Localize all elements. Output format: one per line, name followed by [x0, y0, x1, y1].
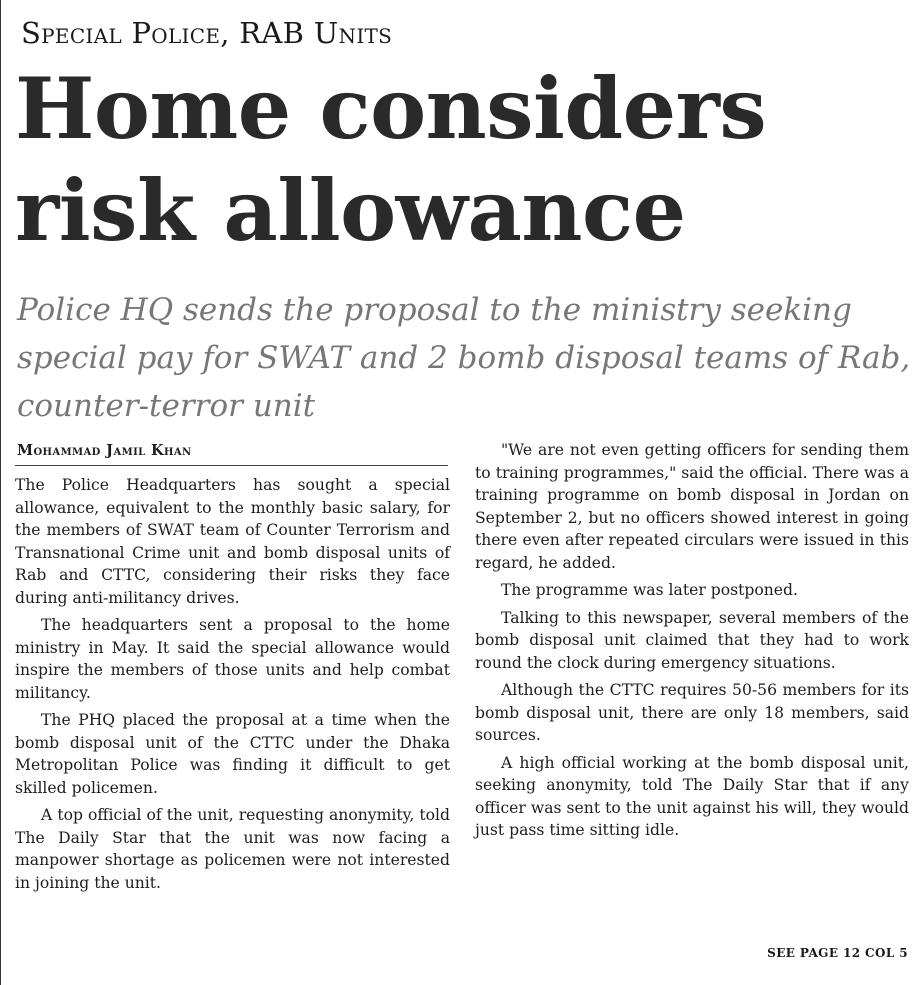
paragraph: The programme was later postponed. [501, 581, 798, 599]
paragraph: A top official of the unit, requesting anonymity, told The Daily Star that the unit was now facing a manpower shortage as policemen were not interested in joining the unit. [15, 806, 450, 892]
byline-divider [15, 465, 448, 466]
subheadline: Police HQ sends the proposal to the ministry seeking special pay for SWAT and 2 bomb disposal teams of Rab, counter-terror unit [17, 292, 911, 424]
paragraph: The PHQ placed the proposal at a time when the bomb disposal unit of the CTTC under the Dhaka Metropolitan Police was finding it difficult to get skilled policemen. [15, 711, 450, 797]
headline-line-2: risk allowance [15, 161, 686, 260]
byline: Mohammad Jamil Khan [17, 442, 192, 459]
paragraph: "We are not even getting officers for sending them to training programmes," said the official. There was a training programme on bomb disposal in Jordan on September 2, but no officers showed interest in going there even after repeated circulars were issued in this regard, he added. [475, 441, 909, 572]
continuation-jump-line: SEE PAGE 12 COL 5 [767, 946, 908, 960]
article-column-right [475, 439, 909, 847]
headline-line-1: Home considers [15, 59, 767, 158]
paragraph: The headquarters sent a proposal to the home ministry in May. It said the special allowance would inspire the members of those units and help combat militancy. [15, 616, 450, 702]
paragraph: A high official working at the bomb disposal unit, seeking anonymity, told The Daily Star that if any officer was sent to the unit against his will, they would just pass time sitting idle. [475, 753, 909, 839]
paragraph: Although the CTTC requires 50-56 members for its bomb disposal unit, there are only 18 members, said sources. [475, 681, 909, 744]
paragraph: The Police Headquarters has sought a special allowance, equivalent to the monthly basic salary, for the members of SWAT team of Counter Terrorism and Transnational Crime unit and bomb disposal units of Rab and CTTC, considering their risks they face during anti-militancy drives. [15, 476, 450, 607]
headline [15, 58, 915, 262]
article-column-left [15, 440, 450, 899]
kicker: Special Police, RAB Units [21, 16, 393, 50]
paragraph: Talking to this newspaper, several members of the bomb disposal unit claimed that they had to work round the clock during emergency situations. [475, 608, 909, 672]
